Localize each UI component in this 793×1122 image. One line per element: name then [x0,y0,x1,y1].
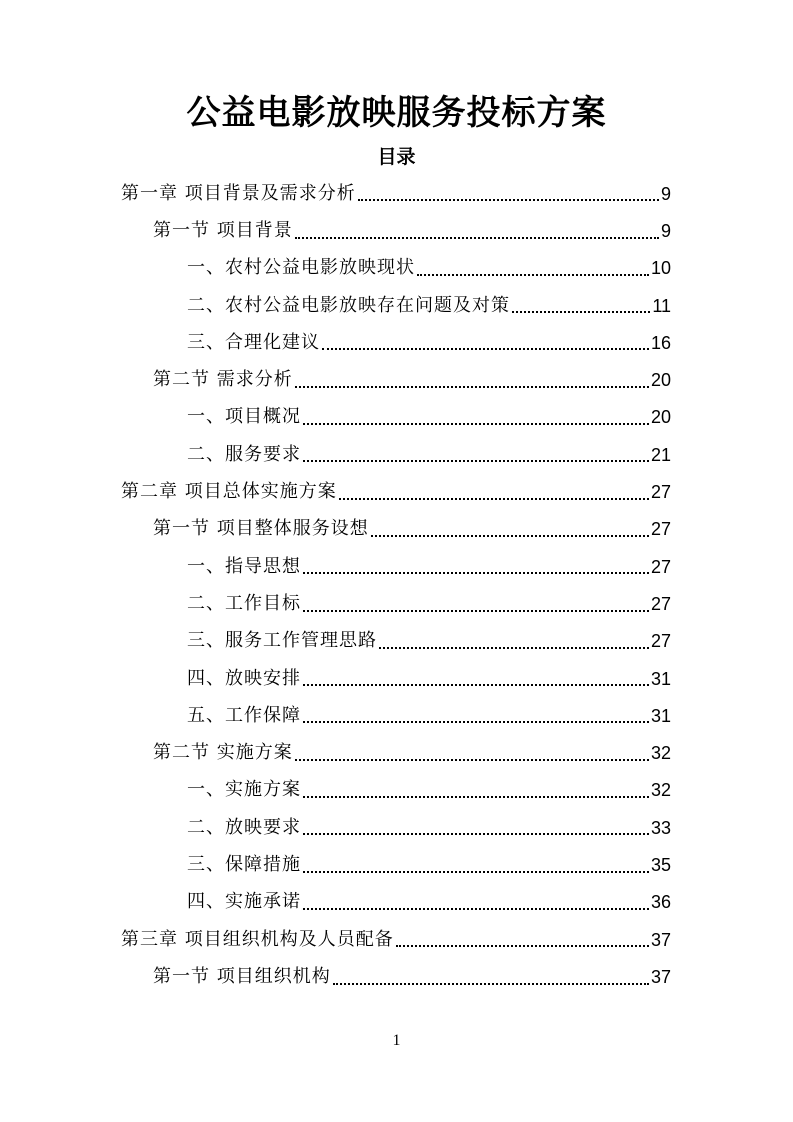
toc-entry[interactable] [0,734,793,771]
toc-entry[interactable] [0,921,793,958]
toc-entry-label: 二、服务要求 [187,443,301,465]
toc-entry[interactable] [0,212,793,249]
toc-entry-page: 11 [652,295,671,316]
toc-entry-label: 第一节 项目组织机构 [153,965,331,987]
toc-entry[interactable] [0,772,793,809]
toc-entry-page: 27 [650,519,671,540]
toc-entry[interactable] [0,250,793,287]
toc-dot-leader [322,348,649,350]
toc-dot-leader [303,796,649,798]
toc-entry-label: 一、农村公益电影放映现状 [187,257,415,279]
toc-dot-leader [303,908,649,910]
toc-entry-label: 第一章 项目背景及需求分析 [121,182,356,204]
toc-entry-page: 20 [650,407,671,428]
toc-entry-label: 四、放映安排 [187,667,301,689]
toc-entry-page: 16 [650,332,671,353]
table-of-contents [0,175,793,996]
toc-entry[interactable] [0,287,793,324]
toc-dot-leader [303,423,649,425]
toc-dot-leader [303,684,649,686]
toc-dot-leader [333,983,649,985]
toc-entry-label: 二、放映要求 [187,816,301,838]
toc-dot-leader [512,311,650,313]
toc-entry[interactable] [0,175,793,212]
toc-entry[interactable] [0,623,793,660]
toc-entry-label: 第三章 项目组织机构及人员配备 [121,928,394,950]
toc-entry[interactable] [0,697,793,734]
toc-entry-label: 一、实施方案 [187,779,301,801]
toc-entry-label: 三、合理化建议 [187,331,320,353]
toc-entry[interactable] [0,660,793,697]
toc-dot-leader [303,721,649,723]
toc-entry-page: 27 [650,482,671,503]
toc-entry[interactable] [0,548,793,585]
toc-entry-label: 第二节 实施方案 [153,742,293,764]
toc-dot-leader [379,647,649,649]
toc-entry[interactable] [0,473,793,510]
toc-dot-leader [396,945,649,947]
toc-entry-page: 32 [650,780,671,801]
toc-entry-label: 第二章 项目总体实施方案 [121,481,337,503]
document-title: 公益电影放映服务投标方案 [186,93,607,133]
toc-entry-page: 21 [650,444,671,465]
toc-entry[interactable] [0,585,793,622]
toc-entry[interactable] [0,324,793,361]
toc-entry-page: 27 [650,593,671,614]
page-number: 1 [392,1032,401,1049]
toc-entry[interactable] [0,846,793,883]
toc-entry-page: 36 [650,892,671,913]
toc-dot-leader [295,237,659,239]
toc-dot-leader [417,274,649,276]
toc-dot-leader [358,199,659,201]
toc-entry-label: 第一节 项目整体服务设想 [153,518,369,540]
toc-entry-page: 35 [650,854,671,875]
toc-dot-leader [303,833,649,835]
toc-entry-page: 27 [650,631,671,652]
toc-entry-label: 第一节 项目背景 [153,219,293,241]
toc-entry[interactable] [0,399,793,436]
toc-entry-label: 一、指导思想 [187,555,301,577]
toc-dot-leader [371,535,649,537]
toc-entry-label: 二、农村公益电影放映存在问题及对策 [187,294,510,316]
toc-entry-page: 37 [650,966,671,987]
toc-entry-page: 33 [650,817,671,838]
toc-dot-leader [303,871,649,873]
toc-dot-leader [303,610,649,612]
toc-entry-label: 一、项目概况 [187,406,301,428]
toc-entry[interactable] [0,361,793,398]
toc-entry-label: 四、实施承诺 [187,891,301,913]
toc-entry-page: 32 [650,743,671,764]
toc-entry-label: 三、保障措施 [187,853,301,875]
toc-entry-page: 9 [660,183,671,204]
toc-entry-label: 五、工作保障 [187,704,301,726]
toc-entry[interactable] [0,436,793,473]
toc-dot-leader [303,460,649,462]
toc-entry[interactable] [0,958,793,995]
toc-dot-leader [303,572,649,574]
toc-dot-leader [339,498,649,500]
toc-dot-leader [295,386,649,388]
toc-entry-page: 31 [650,705,671,726]
toc-entry-page: 31 [650,668,671,689]
toc-entry-page: 9 [660,220,671,241]
toc-dot-leader [295,759,649,761]
toc-entry[interactable] [0,884,793,921]
toc-entry-label: 三、服务工作管理思路 [187,630,377,652]
toc-heading: 目录 [377,146,416,168]
toc-entry-label: 二、工作目标 [187,592,301,614]
toc-entry-page: 27 [650,556,671,577]
toc-entry[interactable] [0,809,793,846]
toc-entry-page: 10 [650,258,671,279]
toc-entry-page: 37 [650,929,671,950]
toc-entry[interactable] [0,511,793,548]
toc-entry-label: 第二节 需求分析 [153,369,293,391]
toc-entry-page: 20 [650,370,671,391]
